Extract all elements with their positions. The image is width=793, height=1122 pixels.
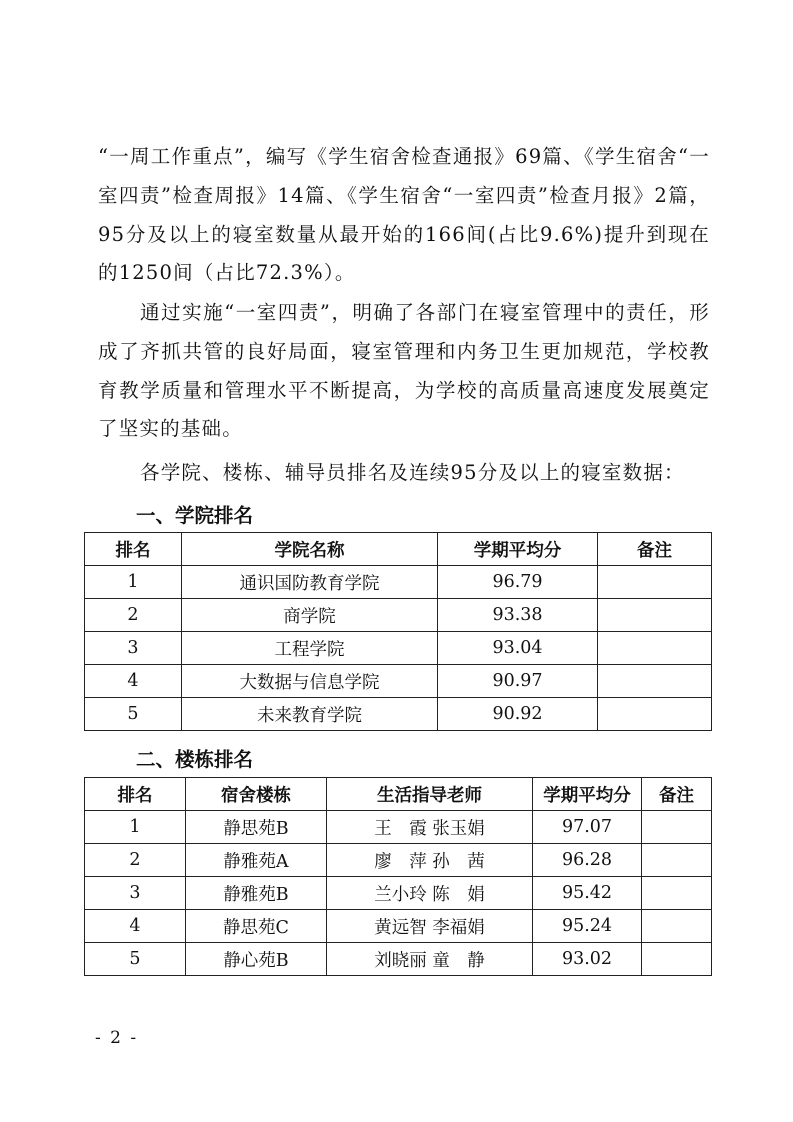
header-rank: 排名 (85, 533, 182, 566)
rank-cell: 2 (85, 599, 182, 632)
remarks-cell (642, 844, 712, 877)
table-row (85, 632, 712, 665)
remarks-cell (642, 811, 712, 844)
building-ranking-heading: 二、楼栋排名 (136, 748, 254, 771)
college-name-cell: 通识国防教育学院 (182, 566, 438, 599)
college-name-cell: 商学院 (182, 599, 438, 632)
average-score-cell: 96.79 (438, 566, 598, 599)
table-header-row (85, 533, 712, 566)
rank-cell: 3 (85, 632, 182, 665)
average-score-cell: 95.24 (533, 910, 642, 943)
building-ranking-table (84, 777, 712, 976)
header-semester-average: 学期平均分 (438, 533, 598, 566)
table-row (85, 811, 712, 844)
header-remarks: 备注 (642, 778, 712, 811)
table-row (85, 844, 712, 877)
table-row (85, 599, 712, 632)
average-score-cell: 90.92 (438, 698, 598, 731)
average-score-cell: 90.97 (438, 665, 598, 698)
header-college-name: 学院名称 (182, 533, 438, 566)
college-name-cell: 工程学院 (182, 632, 438, 665)
remarks-cell (642, 943, 712, 976)
rank-cell: 1 (85, 566, 182, 599)
building-cell: 静雅苑A (186, 844, 327, 877)
table-row (85, 566, 712, 599)
average-score-cell: 95.42 (533, 877, 642, 910)
table-row (85, 698, 712, 731)
page-number: - 2 - (95, 1028, 139, 1048)
advisor-cell: 黄远智 李福娟 (327, 910, 533, 943)
average-score-cell: 93.04 (438, 632, 598, 665)
average-score-cell: 93.02 (533, 943, 642, 976)
rank-cell: 5 (85, 698, 182, 731)
header-remarks: 备注 (598, 533, 712, 566)
paragraph-results: 通过实施“一室四责”，明确了各部门在寝室管理中的责任，形成了齐抓共管的良好局面，寝室管理和内务卫生更加规范，学校教育教学质量和管理水平不断提高，为学校的高质量高速度发展奠定了坚实的基础。 (98, 301, 710, 441)
advisor-cell: 廖 萍 孙 茜 (327, 844, 533, 877)
college-ranking-heading: 一、学院排名 (136, 504, 254, 527)
advisor-cell: 王 霞 张玉娟 (327, 811, 533, 844)
header-rank: 排名 (85, 778, 186, 811)
college-name-cell: 未来教育学院 (182, 698, 438, 731)
table-row (85, 910, 712, 943)
building-cell: 静思苑B (186, 811, 327, 844)
header-life-advisor: 生活指导老师 (327, 778, 533, 811)
college-ranking-table (84, 532, 712, 731)
table-row (85, 665, 712, 698)
average-score-cell: 96.28 (533, 844, 642, 877)
remarks-cell (642, 877, 712, 910)
rank-cell: 4 (85, 665, 182, 698)
building-cell: 静心苑B (186, 943, 327, 976)
table-header-row (85, 778, 712, 811)
advisor-cell: 刘晓丽 童 静 (327, 943, 533, 976)
paragraph-data-intro: 各学院、楼栋、辅导员排名及连续95分及以上的寝室数据： (140, 461, 685, 484)
building-cell: 静思苑C (186, 910, 327, 943)
college-name-cell: 大数据与信息学院 (182, 665, 438, 698)
rank-cell: 3 (85, 877, 186, 910)
paragraph-report-summary: “一周工作重点”，编写《学生宿舍检查通报》69篇、《学生宿舍“一室四责”检查周报》14篇、《学生宿舍“一室四责”检查月报》2篇，95分及以上的寝室数量从最开始的166间(占比9.6%)提升到现在的1250间（占比72.3%）。 (98, 145, 710, 285)
table-row (85, 943, 712, 976)
advisor-cell: 兰小玲 陈 娟 (327, 877, 533, 910)
header-dorm-building: 宿舍楼栋 (186, 778, 327, 811)
remarks-cell (598, 698, 712, 731)
rank-cell: 5 (85, 943, 186, 976)
average-score-cell: 97.07 (533, 811, 642, 844)
rank-cell: 2 (85, 844, 186, 877)
rank-cell: 1 (85, 811, 186, 844)
remarks-cell (598, 566, 712, 599)
table-row (85, 877, 712, 910)
building-cell: 静雅苑B (186, 877, 327, 910)
header-semester-average: 学期平均分 (533, 778, 642, 811)
rank-cell: 4 (85, 910, 186, 943)
remarks-cell (598, 599, 712, 632)
remarks-cell (598, 665, 712, 698)
average-score-cell: 93.38 (438, 599, 598, 632)
remarks-cell (598, 632, 712, 665)
remarks-cell (642, 910, 712, 943)
